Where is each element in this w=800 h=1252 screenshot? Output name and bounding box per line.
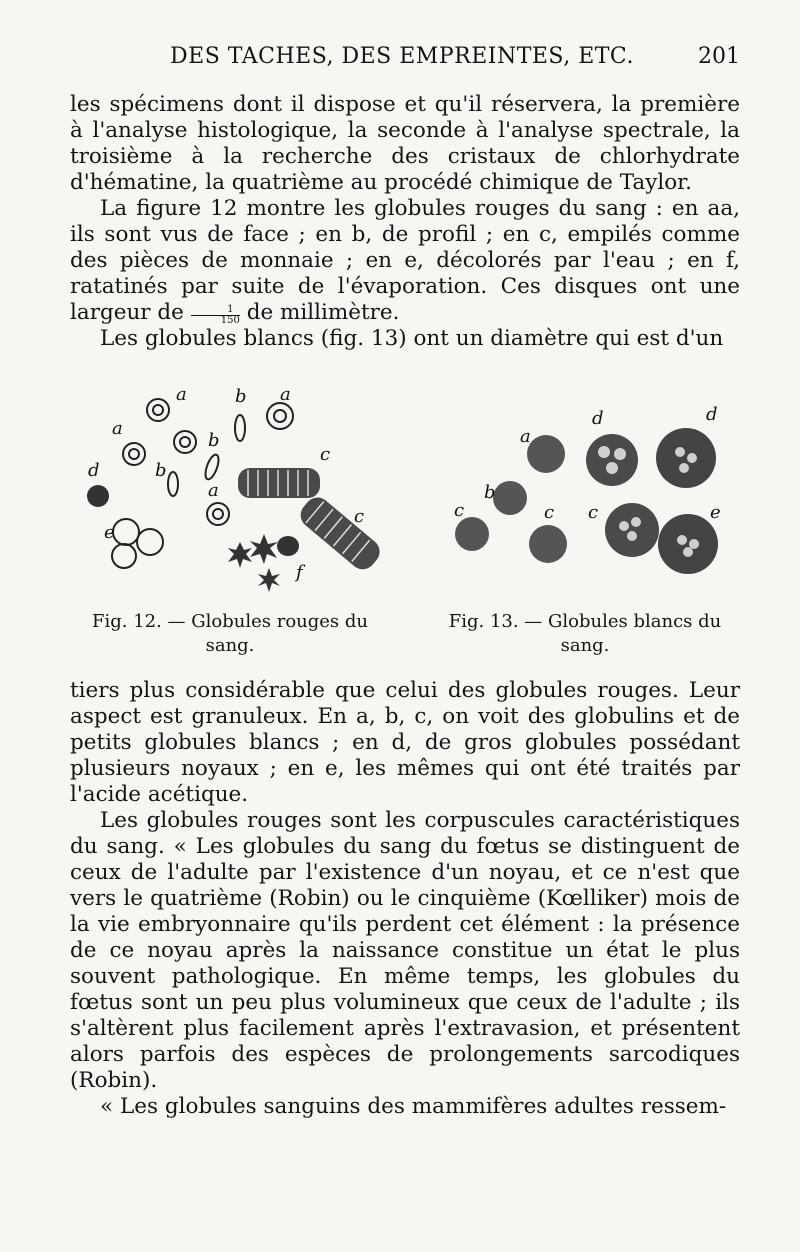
red-cell-face: [267, 403, 293, 429]
fig12-label: b: [235, 386, 247, 407]
paragraph-text: La figure 12 montre les globules rouges du sang : en aa, ils sont vus de face ; en b, de profil ; en c, empilés comme des pièces de monnaie ; en e, décolorés par l'eau ; en f, ratatinés par suite de l'évaporation. Ces disques ont une largeur de: [70, 196, 740, 325]
decolored-cell: [137, 529, 163, 555]
fig13-label: c: [588, 502, 599, 523]
red-cell-profile: [235, 415, 245, 441]
fig12-label: c: [320, 444, 331, 465]
figures-row: [70, 372, 740, 672]
fig13-label: a: [520, 426, 531, 447]
fig13-label: e: [710, 502, 721, 523]
paragraph-text-end: de millimètre.: [246, 300, 400, 325]
figure-13-illustration: [440, 372, 740, 602]
small-white-cell: [529, 525, 567, 563]
red-cell-center: [213, 509, 223, 519]
red-cell-center: [129, 449, 139, 459]
rouleau-horizontal: [238, 468, 320, 498]
fig13-label: c: [544, 502, 555, 523]
figure-13-caption: Fig. 13. — Globules blancs du sang.: [448, 611, 722, 656]
fig13-label: d: [706, 404, 718, 425]
large-white-cell: [586, 434, 638, 486]
red-cell-profile: [168, 472, 178, 496]
small-white-cell: [527, 435, 565, 473]
paragraph: tiers plus considérable que celui des globules rouges. Leur aspect est granuleux. En a, b, c, on voit des globulins et de petits globules blancs ; en d, de gros globules possédant plusieurs noyaux ; en e, les mêmes qui ont été traités par l'acide acétique.: [70, 678, 740, 807]
fraction: [191, 305, 240, 326]
paragraph: Les globules rouges sont les corpuscules caractéristiques du sang. « Les globules du sang du fœtus se distinguent de ceux de l'adulte par l'existence d'un noyau, et ce n'est que vers le quatrième (Robin) ou le cinquième (Kœlliker) mois de la vie embryonnaire qu'ils perdent cet élément : la présence de ce noyau après la naissance constitue un état le plus souvent pathologique. En même temps, les globules du fœtus sont un peu plus volumineux que ceux de l'adulte ; ils s'altèrent plus facilement après l'extravasion, et présentent alors parfois des espèces de prolongements sarcodiques (Robin).: [70, 808, 740, 1093]
fig12-label: c: [354, 506, 365, 527]
fig12-label: e: [104, 522, 115, 543]
red-cell-face: [147, 399, 169, 421]
crenated-cells: [228, 534, 299, 592]
text-block-bottom: [70, 678, 740, 1120]
fig13-label: b: [484, 482, 496, 503]
red-cell-face: [207, 503, 229, 525]
red-cell-center: [274, 410, 286, 422]
decolored-cell: [113, 519, 139, 545]
fig13-label: c: [454, 500, 465, 521]
rouleau-diagonal: [295, 492, 385, 574]
red-cell-center: [180, 437, 190, 447]
page-number: 201: [698, 44, 740, 69]
paragraph-with-fraction: [70, 196, 740, 326]
small-white-cell: [455, 517, 489, 551]
red-cell-center: [153, 405, 163, 415]
paragraph: Les globules blancs (fig. 13) ont un diamètre qui est d'un: [100, 326, 724, 351]
fraction-numerator: 1: [191, 305, 240, 316]
fig12-label: d: [88, 460, 100, 481]
fig12-label: a: [112, 418, 123, 439]
small-white-cell: [493, 481, 527, 515]
figure-12-illustration: [70, 372, 390, 602]
running-title: DES TACHES, DES EMPREINTES, ETC.: [170, 44, 634, 69]
paragraph: « Les globules sanguins des mammifères adultes ressem-: [100, 1094, 727, 1119]
large-white-cell: [656, 428, 716, 488]
paragraph: les spécimens dont il dispose et qu'il réservera, la première à l'analyse histologique, la seconde à l'analyse spectrale, la troisième à la recherche des cristaux de chlorhydrate d'hématine, la quatrième au procédé chimique de Taylor.: [70, 92, 740, 195]
fig12-label: a: [176, 384, 187, 405]
red-cell-profile: [203, 453, 221, 481]
decolored-cell: [112, 544, 136, 568]
large-white-cell: [658, 514, 718, 574]
page-header: [70, 44, 740, 80]
fig13-label: d: [592, 408, 604, 429]
fig12-label: b: [155, 460, 167, 481]
fig12-label: b: [208, 430, 220, 451]
fraction-denominator: 150: [220, 315, 240, 326]
red-cell-face: [123, 443, 145, 465]
large-white-cell: [605, 503, 659, 557]
white-cell: [87, 485, 109, 507]
fig12-label: f: [296, 562, 303, 583]
text-block-top: [70, 92, 740, 352]
fig12-label: a: [208, 480, 219, 501]
fig12-label: a: [280, 384, 291, 405]
figure-12-caption: Fig. 12. — Globules rouges du sang.: [91, 611, 369, 656]
red-cell-face: [174, 431, 196, 453]
